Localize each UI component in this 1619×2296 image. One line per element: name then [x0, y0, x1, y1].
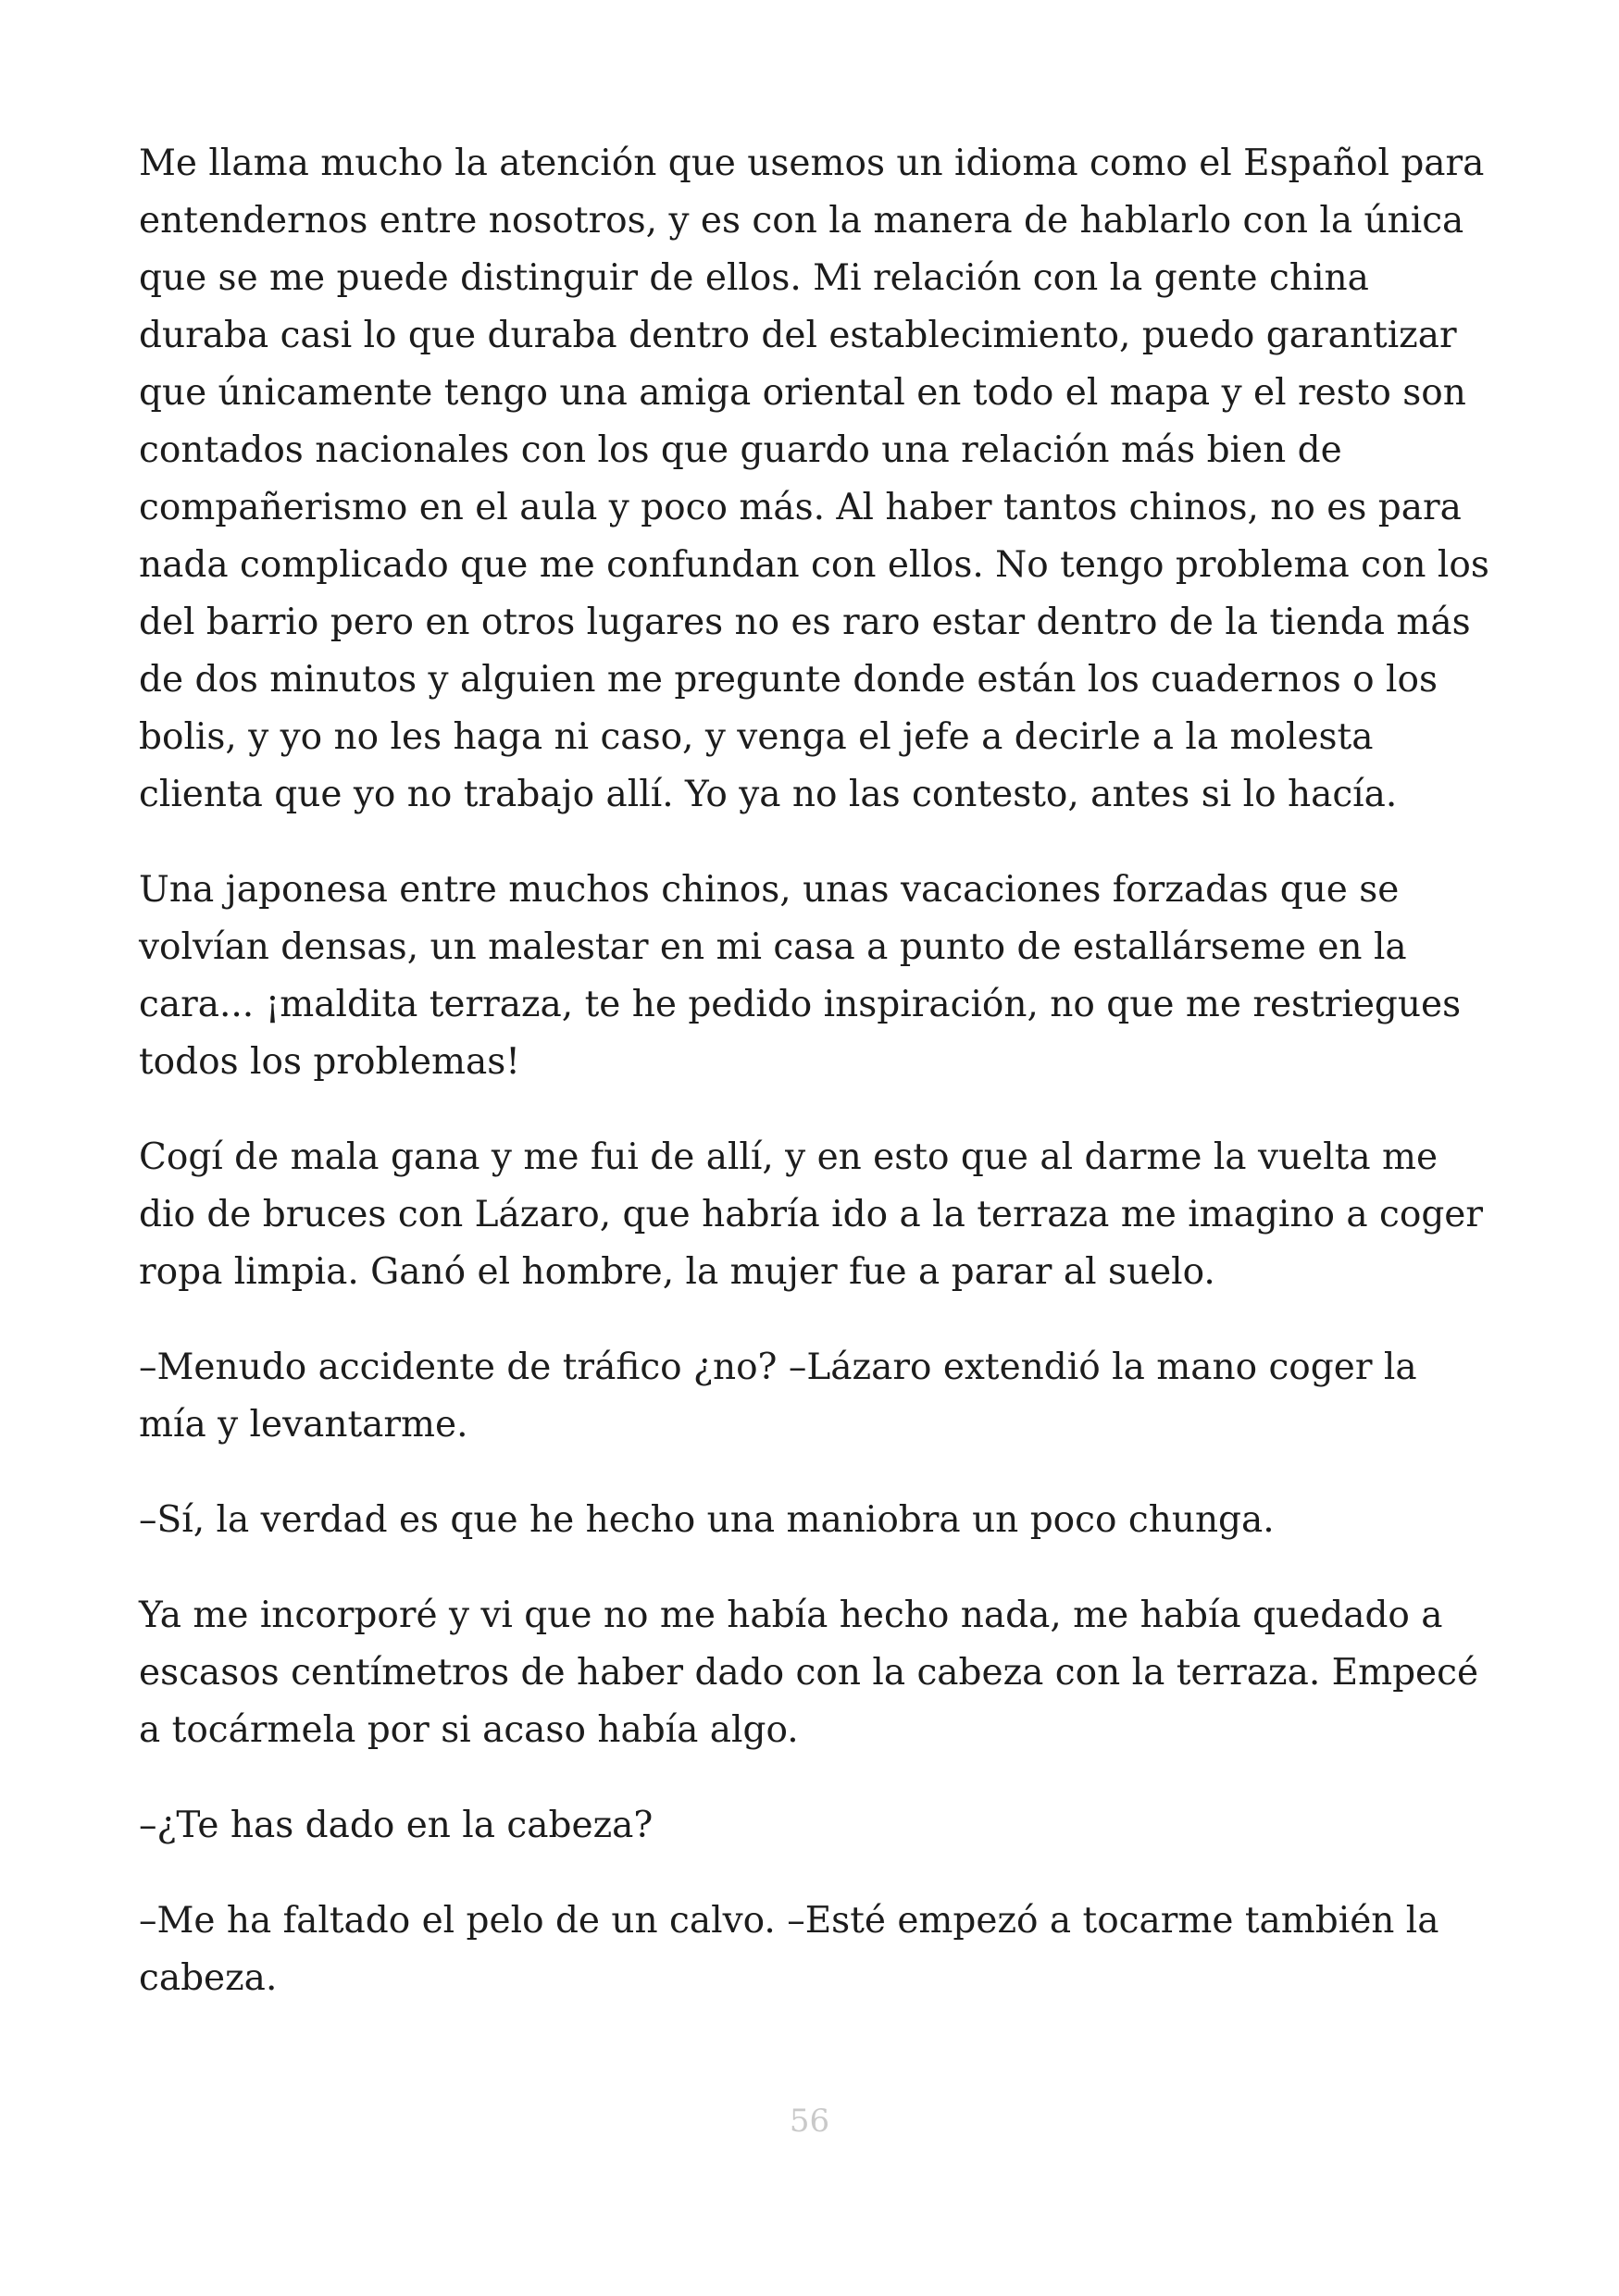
paragraph: –Menudo accidente de tráfico ¿no? –Lázaro extendió la mano coger la mía y levantarme. [139, 1347, 1417, 1446]
paragraph: Ya me incorporé y vi que no me había hecho nada, me había quedado a escasos centímetros de haber dado con la cabeza con la terraza. Empecé a tocármela por si acaso había algo. [139, 1595, 1479, 1751]
paragraph: –Sí, la verdad es que he hecho una maniobra un poco chunga. [139, 1499, 1275, 1541]
paragraph: –¿Te has dado en la cabeza? [139, 1805, 654, 1846]
paragraph: Me llama mucho la atención que usemos un idioma como el Español para entendernos entre nosotros, y es con la manera de hablarlo con la única que se me puede distinguir de ellos. Mi relación con la gente china duraba casi lo que duraba dentro del establecimiento, puedo garantizar que únicamente tengo una amiga oriental en todo el mapa y el resto son contados nacionales con los que guardo una relación más bien de compañerismo en el aula y poco más. Al haber tantos chinos, no es para nada complicado que me confundan con ellos. No tengo problema con los del barrio pero en otros lugares no es raro estar dentro de la tienda más de dos minutos y alguien me pregunte donde están los cuadernos o los bolis, y yo no les haga ni caso, y venga el jefe a decirle a la molesta clienta que yo no trabajo allí. Yo ya no las contesto, antes si lo hacía. [139, 143, 1489, 815]
page-number: 56 [789, 2103, 830, 2140]
paragraph: Cogí de mala gana y me fui de allí, y en esto que al darme la vuelta me dio de bruces con Lázaro, que habría ido a la terraza me imagino a coger ropa limpia. Ganó el hombre, la mujer fue a parar al suelo. [139, 1136, 1484, 1293]
body-text [139, 135, 1490, 2045]
paragraph: Una japonesa entre muchos chinos, unas vacaciones forzadas que se volvían densas, un malestar en mi casa a punto de estallárseme en la cara... ¡maldita terraza, te he pedido inspiración, no que me restriegues todos los problemas! [139, 869, 1462, 1083]
paragraph: –Me ha faltado el pelo de un calvo. –Esté empezó a tocarme también la cabeza. [139, 1900, 1439, 1999]
